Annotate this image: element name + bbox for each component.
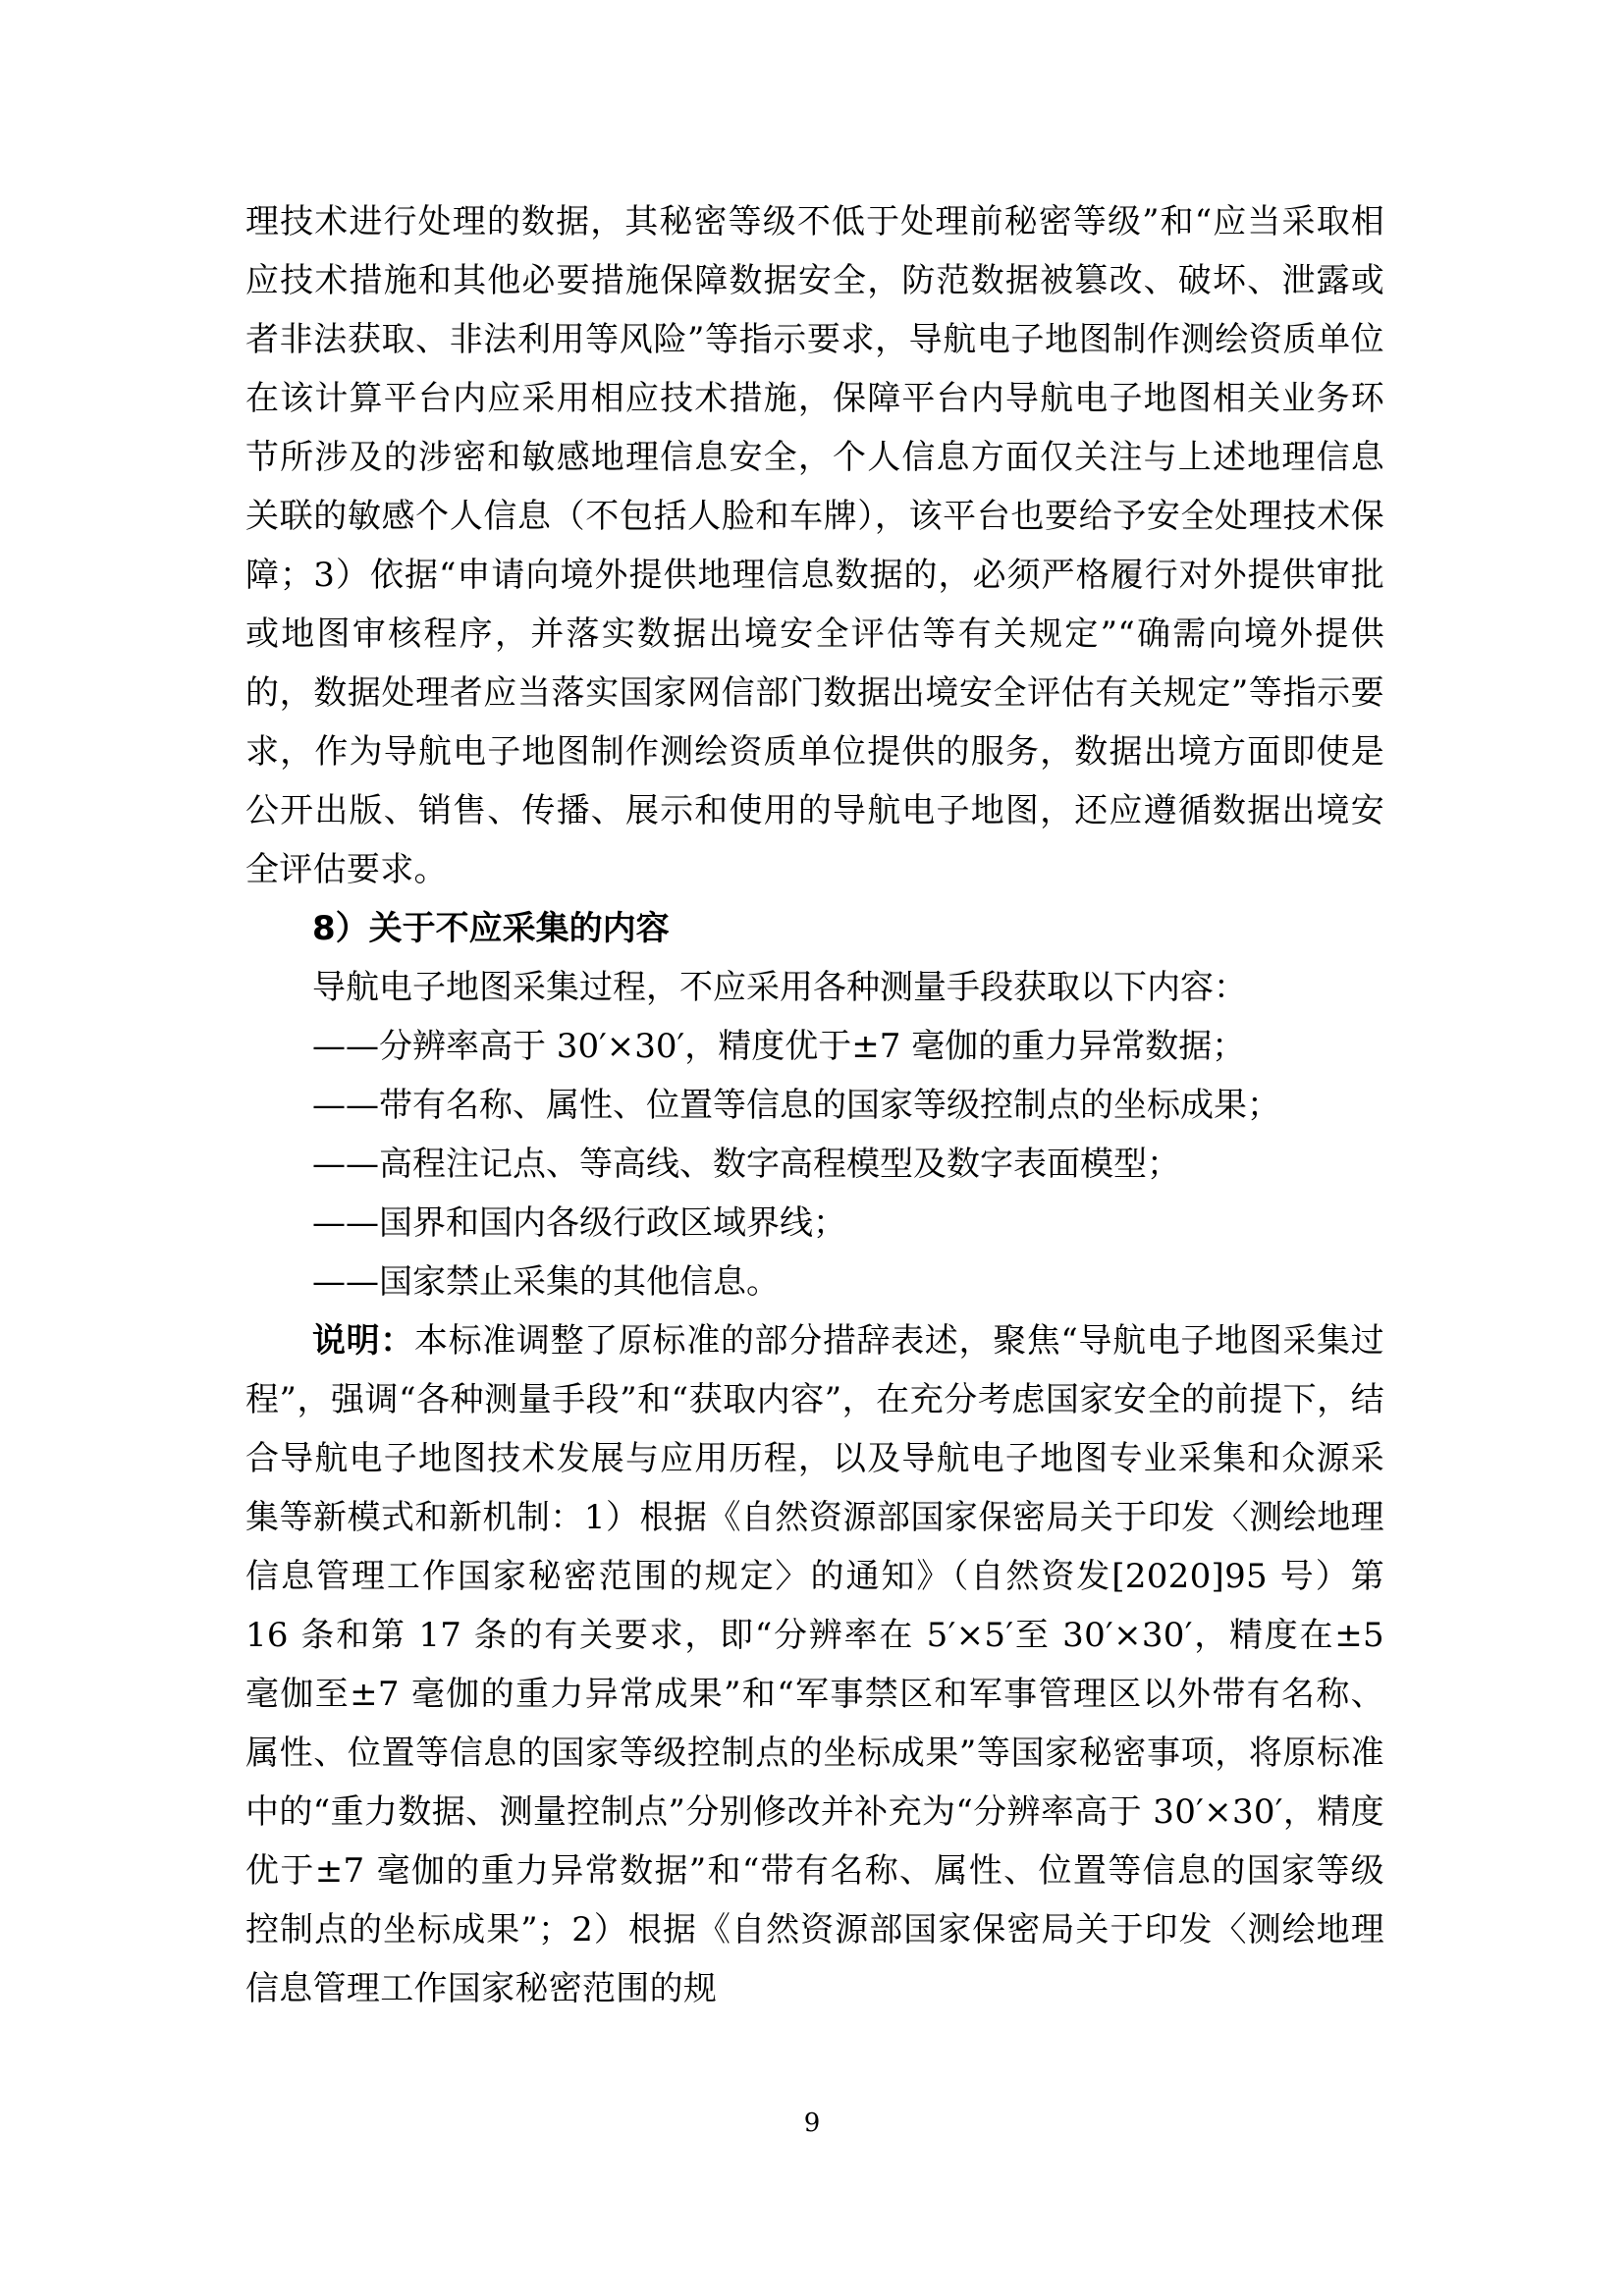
page-number: 9 <box>803 2109 821 2138</box>
intro-paragraph: 导航电子地图采集过程，不应采用各种测量手段获取以下内容： <box>312 968 1247 1007</box>
list-item: ——带有名称、属性、位置等信息的国家等级控制点的坐标成果； <box>312 1086 1280 1125</box>
section-heading: 8）关于不应采集的内容 <box>312 909 670 948</box>
note-label: 说明： <box>312 1321 414 1361</box>
continued-paragraph: 理技术进行处理的数据，其秘密等级不低于处理前秘密等级”和“应当采取相应技术措施和其他必要措施保障数据安全，防范数据被篡改、破坏、泄露或者非法获取、非法利用等风险”等指示要求，导航电子地图制作测绘资质单位在该计算平台内应采用相应技术措施，保障平台内导航电子地图相关业务环节所涉及的涉密和敏感地理信息安全，个人信息方面仅关注与上述地理信息关联的敏感个人信息（不包括人脸和车牌），该平台也要给予安全处理技术保障；3）依据“申请向境外提供地理信息数据的，必须严格履行对外提供审批或地图审核程序，并落实数据出境安全评估等有关规定”“确需向境外提供的，数据处理者应当落实国家网信部门数据出境安全评估有关规定”等指示要求，作为导航电子地图制作测绘资质单位提供的服务，数据出境方面即使是公开出版、销售、传播、展示和使用的导航电子地图，还应遵循数据出境安全评估要求。 <box>245 202 1384 889</box>
note-text: 本标准调整了原标准的部分措辞表述，聚焦“导航电子地图采集过程”，强调“各种测量手段”和“获取内容”，在充分考虑国家安全的前提下，结合导航电子地图技术发展与应用历程，以及导航电子地图专业采集和众源采集等新模式和新机制：1）根据《自然资源部国家保密局关于印发〈测绘地理信息管理工作国家秘密范围的规定〉的通知》（自然资发[2020]95 号）第 16 条和第 17 条的有关要求，即“分辨率在 5′×5′至 30′×30′，精度在±5 毫伽至±7 毫伽的重力异常成果”和“军事禁区和军事管理区以外带有名称、属性、位置等信息的国家等级控制点的坐标成果”等国家秘密事项，将原标准中的“重力数据、测量控制点”分别修改并补充为“分辨率高于 30′×30′，精度优于±7 毫伽的重力异常数据”和“带有名称、属性、位置等信息的国家等级控制点的坐标成果”；2）根据《自然资源部国家保密局关于印发〈测绘地理信息管理工作国家秘密范围的规 <box>245 1321 1384 2008</box>
restricted-content-list <box>245 1017 1384 1311</box>
list-item: ——高程注记点、等高线、数字高程模型及数字表面模型； <box>312 1145 1180 1184</box>
list-item: ——分辨率高于 30′×30′，精度优于±7 毫伽的重力异常数据； <box>312 1027 1246 1066</box>
note-paragraph <box>245 1311 1384 2018</box>
list-item: ——国家禁止采集的其他信息。 <box>312 1262 780 1302</box>
page-body <box>245 192 1384 2018</box>
list-item: ——国界和国内各级行政区域界线； <box>312 1203 846 1243</box>
